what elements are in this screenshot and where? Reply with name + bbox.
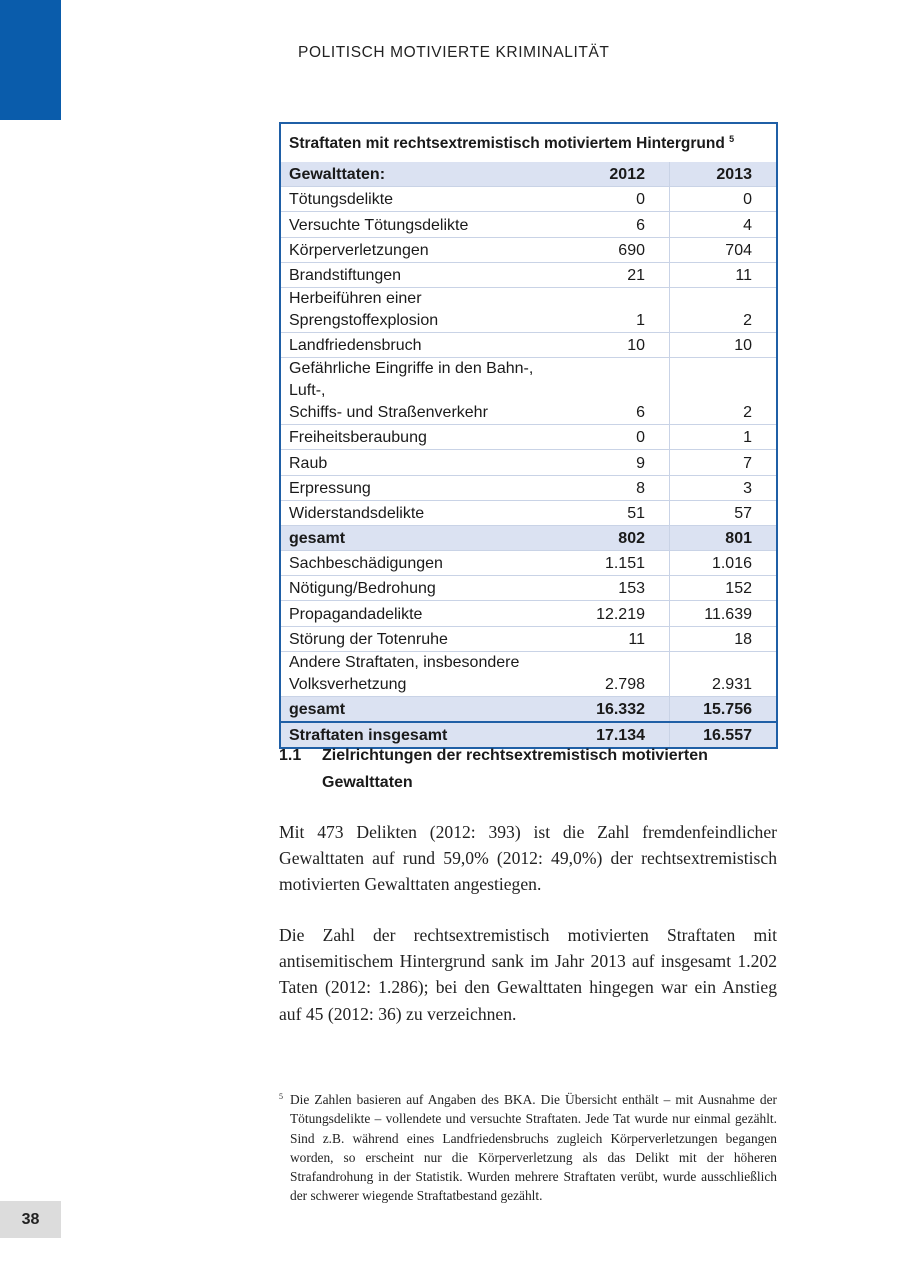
corner-color-block — [0, 0, 61, 120]
row-label: Widerstandsdelikte — [281, 500, 557, 525]
value-2012: 9 — [557, 450, 670, 475]
value-2012: 51 — [557, 500, 670, 525]
body-paragraph: Mit 473 Delikten (2012: 393) ist die Zahl fremdenfeindlicher Gewalttaten auf rund 59,0% (2012: 49,0%) der rechtsextremistisch motivierten Gewalttaten angestiegen. — [279, 822, 777, 895]
table-footnote-ref: 5 — [729, 134, 735, 144]
value-2013: 1 — [670, 425, 777, 450]
row-label: Landfriedensbruch — [281, 332, 557, 357]
value-2013: 801 — [670, 525, 777, 550]
value-2013: 2.931 — [670, 651, 777, 696]
table-row — [281, 262, 776, 287]
row-label: Herbeiführen einer Sprengstoffexplosion — [281, 287, 557, 332]
value-2013: 18 — [670, 626, 777, 651]
value-2012: 802 — [557, 525, 670, 550]
value-2013: 15.756 — [670, 696, 777, 722]
footnote — [279, 1090, 777, 1206]
body-paragraph: Die Zahl der rechtsextremistisch motivierten Straftaten mit antisemitischem Hintergrund sank im Jahr 2013 auf insgesamt 1.202 Taten (2012: 1.286); bei den Gewalttaten hingegen war ein Anstieg auf 45 (2012: 36) zu verzeichnen. — [279, 925, 777, 1024]
value-2012: 21 — [557, 262, 670, 287]
value-2012: 10 — [557, 332, 670, 357]
row-label-line1: Gefährliche Eingriffe in den Bahn-, Luft-, — [289, 360, 534, 400]
header-2013: 2013 — [670, 162, 777, 187]
value-2012: 153 — [557, 576, 670, 601]
table-row — [281, 626, 776, 651]
page-number: 38 — [0, 1201, 61, 1238]
value-2013: 152 — [670, 576, 777, 601]
table-row — [281, 651, 776, 696]
value-2013: 2 — [670, 287, 777, 332]
value-2013: 3 — [670, 475, 777, 500]
value-2013: 57 — [670, 500, 777, 525]
table-row — [281, 576, 776, 601]
value-2013: 4 — [670, 212, 777, 237]
section-number: 1.1 — [279, 747, 302, 764]
row-label: Sachbeschädigungen — [281, 551, 557, 576]
table-row — [281, 500, 776, 525]
value-2012: 0 — [557, 187, 670, 212]
table-row — [281, 450, 776, 475]
table-row — [281, 358, 776, 425]
table-row — [281, 287, 776, 332]
row-label: Brandstiftungen — [281, 262, 557, 287]
row-label: gesamt — [281, 696, 557, 722]
row-label: Körperverletzungen — [281, 237, 557, 262]
row-label: Tötungsdelikte — [281, 187, 557, 212]
running-header: POLITISCH MOTIVIERTE KRIMINALITÄT — [298, 44, 610, 61]
section-heading — [279, 742, 779, 796]
statistics-table — [279, 122, 778, 749]
header-2012: 2012 — [557, 162, 670, 187]
table-row — [281, 551, 776, 576]
row-label: Propagandadelikte — [281, 601, 557, 626]
value-2012: 0 — [557, 425, 670, 450]
section-title: Zielrichtungen der rechtsextremistisch motivierten Gewalttaten — [322, 747, 708, 791]
table-row — [281, 475, 776, 500]
table-row — [281, 212, 776, 237]
value-2012: 2.798 — [557, 651, 670, 696]
value-2012: 12.219 — [557, 601, 670, 626]
value-2013: 11 — [670, 262, 777, 287]
table-row — [281, 187, 776, 212]
row-label: Nötigung/Bedrohung — [281, 576, 557, 601]
value-2013: 2 — [670, 358, 777, 425]
table-title — [281, 124, 776, 162]
table-grid — [281, 162, 776, 747]
row-label: Straftaten insgesamt — [281, 722, 557, 747]
value-2013: 1.016 — [670, 551, 777, 576]
table-row — [281, 425, 776, 450]
row-label-line2: Volksverhetzung — [289, 675, 407, 693]
row-label: gesamt — [281, 525, 557, 550]
value-2012: 17.134 — [557, 722, 670, 747]
row-label: Raub — [281, 450, 557, 475]
value-2013: 11.639 — [670, 601, 777, 626]
footnote-text: Die Zahlen basieren auf Angaben des BKA. Die Übersicht enthält – mit Ausnahme der Tötungsdelikte – vollendete und versuchte Straftaten. Jede Tat wurde nur einmal gezählt. Sind z.B. während eines Landfriedensbruchs zugleich Körperverletzungen begangen worden, so erscheint nur die Körperverletzung als das Delikt mit der höheren Strafandrohung in der Statistik. Wurden mehrere Straftaten verübt, wurde ausschließlich der schwerer wiegende Straftatbestand gezählt. — [290, 1092, 777, 1204]
value-2012: 16.332 — [557, 696, 670, 722]
value-2012: 1.151 — [557, 551, 670, 576]
subtotal-row — [281, 696, 776, 722]
table-row — [281, 332, 776, 357]
row-label-multiline — [281, 651, 557, 696]
row-label-line2: Schiffs- und Straßenverkehr — [289, 404, 488, 422]
value-2013: 704 — [670, 237, 777, 262]
table-title-text: Straftaten mit rechtsextremistisch motiviertem Hintergrund — [289, 135, 725, 153]
value-2013: 10 — [670, 332, 777, 357]
header-label: Gewalttaten: — [281, 162, 557, 187]
row-label: Versuchte Tötungsdelikte — [281, 212, 557, 237]
row-label: Störung der Totenruhe — [281, 626, 557, 651]
row-label-line1: Andere Straftaten, insbesondere — [289, 653, 520, 671]
value-2013: 16.557 — [670, 722, 777, 747]
row-label: Freiheitsberaubung — [281, 425, 557, 450]
value-2012: 690 — [557, 237, 670, 262]
subtotal-row — [281, 525, 776, 550]
footnote-mark: 5 — [279, 1092, 283, 1101]
value-2013: 0 — [670, 187, 777, 212]
table-row — [281, 601, 776, 626]
value-2012: 6 — [557, 358, 670, 425]
row-label: Erpressung — [281, 475, 557, 500]
table-header-row — [281, 162, 776, 187]
table-row — [281, 237, 776, 262]
value-2012: 1 — [557, 287, 670, 332]
value-2012: 8 — [557, 475, 670, 500]
value-2012: 11 — [557, 626, 670, 651]
value-2012: 6 — [557, 212, 670, 237]
value-2013: 7 — [670, 450, 777, 475]
row-label-multiline — [281, 358, 557, 425]
